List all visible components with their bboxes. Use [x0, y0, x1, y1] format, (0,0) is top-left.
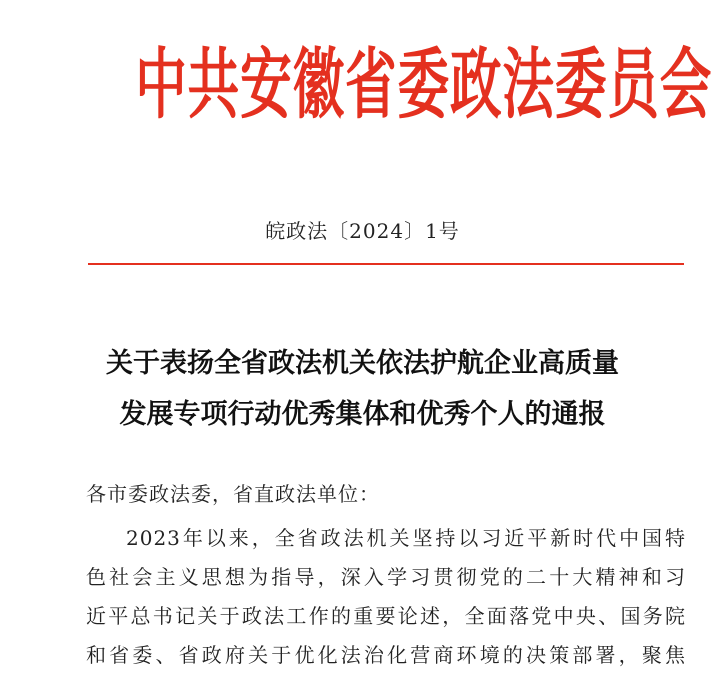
title-line: 关于表扬全省政法机关依法护航企业高质量 [106, 348, 619, 379]
issuer-masthead: 中共安徽省委政法委员会 [135, 40, 713, 130]
title-line: 发展专项行动优秀集体和优秀个人的通报 [119, 399, 606, 430]
body-line: 2023年以来，全省政法机关坚持以习近平新时代中国特 [126, 526, 686, 550]
document-title [60, 338, 665, 440]
body-paragraph [86, 519, 686, 675]
body-line: 和省委、省政府关于优化法治化营商环境的决策部署，聚焦 [86, 643, 686, 667]
body-line: 近平总书记关于政法工作的重要论述，全面落党中央、国务院 [86, 604, 686, 628]
body-line: 色社会主义思想为指导，深入学习贯彻党的二十大精神和习 [86, 565, 686, 589]
salutation: 各市委政法委，省直政法单位： [86, 482, 380, 506]
red-divider-line [88, 263, 684, 265]
document-number: 皖政法〔2024〕1号 [265, 219, 460, 243]
